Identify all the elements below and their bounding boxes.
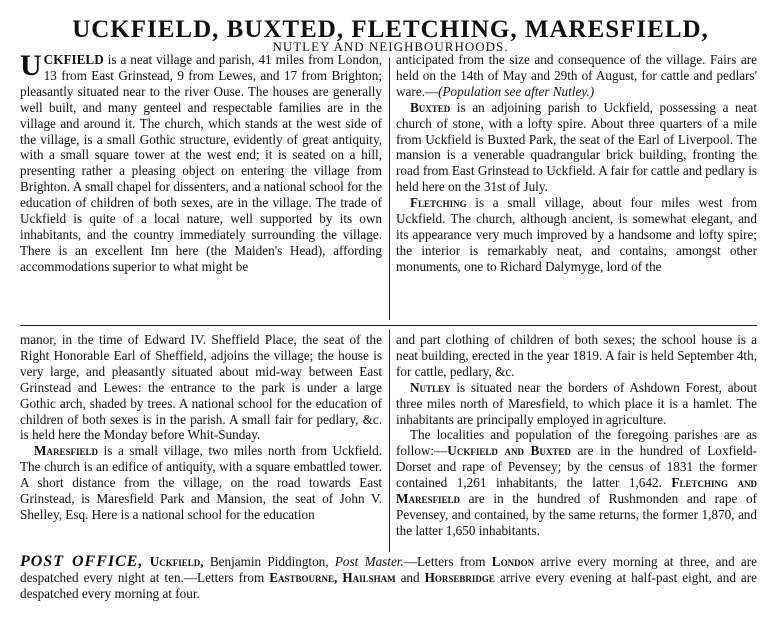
population-intro: The localities and population of the foregoing parishes are as follow:— xyxy=(396,427,757,459)
uckfield-text: is a neat village and parish, 41 miles from London, 13 from East Grinstead, 9 from Lewes, and 17 from Brighton; pleasantly situated near to the river Ouse. The houses are generally well built, and many genteel and respectable families are in the village and around it. The church, which stands at the west side of the village, is a small Gothic structure, evidently of great antiquity, with a small square tower at the west end; it is seated on a hill, presenting rather a pleasing object on entering the village from Brighton. A small chapel for dissenters, and a national school for the education of children of both sexes, are in the village. The trade of Uckfield is quite of a local nature, well supported by its own inhabitants, and the country immediately surrounding the village. There is an excellent Inn here (the Maiden's Head), affording accommodations superior to what might be xyxy=(20,52,382,274)
post-office-notice xyxy=(20,554,757,602)
po-horsebridge-caps: Horsebridge xyxy=(424,569,495,585)
maresfield-text: is a small village, two miles north from Uckfield. The church is an edifice of antiquity, with a square embattled tower. A short distance from the village, on the road towards East Grinstead, is Maresfield Park and Mansion, the seat of John V. Shelley, Esq. Here is a national school for the education xyxy=(20,443,382,522)
sheffield-paragraph xyxy=(20,332,382,443)
po-london-caps: London xyxy=(491,554,535,569)
buxted-caps: Buxted xyxy=(410,99,451,115)
buxted-paragraph xyxy=(396,100,757,195)
fletching-text: is a small village, about four miles west from Uckfield. The church, although ancient, is somewhat elegant, and its appearance very much improved by a handsome and lofty spire; the interior is remarkably neat, and contains, amongst other monuments, one to Richard Dalymyge, lord of the xyxy=(396,195,757,274)
school-paragraph xyxy=(396,332,757,380)
nutley-text: is situated near the borders of Ashdown Forest, about three miles north of Maresfield, to which place it is a hamlet. The inhabitants are principally employed in agriculture. xyxy=(396,379,757,427)
column-divider-top xyxy=(389,58,390,320)
uckfield-paragraph xyxy=(20,49,382,275)
post-office-label: POST OFFICE, xyxy=(20,553,144,570)
post-office-paragraph xyxy=(20,554,757,602)
post-master-title: Post Master. xyxy=(334,554,404,569)
po-text-4: and xyxy=(395,569,425,585)
po-text-3: arrive every morning at three, and are despatched every night at ten.—Letters from xyxy=(20,554,758,585)
nutley-paragraph xyxy=(396,380,757,428)
section-divider xyxy=(20,325,757,326)
column-divider-bottom xyxy=(389,330,390,552)
fletching-caps: Fletching xyxy=(410,195,467,211)
uckfield-buxted-caps: Uckfield and Buxted xyxy=(447,443,571,459)
uckfield-caps: CKFIELD xyxy=(43,52,104,67)
po-uckfield-caps: Uckfield, xyxy=(143,554,204,569)
uckfield-column xyxy=(20,49,382,275)
po-text-1: Benjamin Piddington, xyxy=(203,554,335,569)
population-text-2: are in the hundred of Rushmonden and rape of Pevensey, and contained, by the same returns, the former 1,870, and the latter 1,650 inhabitants. xyxy=(396,491,757,538)
buxted-fletching-column xyxy=(396,52,757,275)
po-eastbourne-caps: Eastbourne, Hailsham xyxy=(269,569,396,585)
fletching-maresfield-caps: Fletching and Maresfield xyxy=(396,475,757,507)
sheffield-maresfield-column xyxy=(20,332,382,523)
nutley-caps: Nutley xyxy=(410,379,451,395)
population-paragraph xyxy=(396,427,757,538)
fairs-text: anticipated from the size and consequence of the village. Fairs are held on the 14th of May and 29th of August, for cattle and pedlars' ware.— xyxy=(396,52,757,99)
po-text-5: arrive every evening at half-past eight, and are despatched every morning at four. xyxy=(20,569,757,601)
page-subtitle: NUTLEY AND NEIGHBOURHOODS. xyxy=(272,39,509,54)
fletching-paragraph xyxy=(396,195,757,275)
drop-cap: U xyxy=(20,49,42,82)
school-text: and part clothing of children of both sexes; the school house is a neat building, erected in the year 1819. A fair is held September 4th, for cattle, pedlary, &c. xyxy=(396,332,757,379)
page-title: UCKFIELD, BUXTED, FLETCHING, MARESFIELD, xyxy=(72,16,709,43)
sheffield-text: manor, in the time of Edward IV. Sheffield Place, the seat of the Right Honorable Earl of Sheffield, adjoins the village; the house is very large, and pleasantly situated about mid-way between East Grinstead and Lewes: the entrance to the park is under a large Gothic arch, shaded by trees. A national school for the education of children of both sexes is in the parish. A small fair for pedlary, &c. is held here the Monday before Whit-Sunday. xyxy=(20,332,382,443)
buxted-text: is an adjoining parish to Uckfield, possessing a neat church of stone, with a lofty spire. About three quarters of a mile from Uckfield is Buxted Park, the seat of the Earl of Liverpool. The mansion is a venerable quadrangular brick building, fronting the road from East Grinstead to Uckfield. A fair for cattle and pedlary is held here on the 31st of July. xyxy=(396,99,757,195)
population-text-1: are in the hundred of Loxfield-Dorset and rape of Pevensey; by the census of 1831 the former contained 1,261 inhabitants, the latter 1,642. xyxy=(396,443,758,491)
maresfield-paragraph xyxy=(20,443,382,523)
nutley-population-column xyxy=(396,332,757,539)
po-text-2: —Letters from xyxy=(403,554,492,569)
population-note: (Population see after Nutley.) xyxy=(438,83,595,99)
maresfield-caps: Maresfield xyxy=(34,443,98,459)
fairs-paragraph xyxy=(396,52,757,100)
